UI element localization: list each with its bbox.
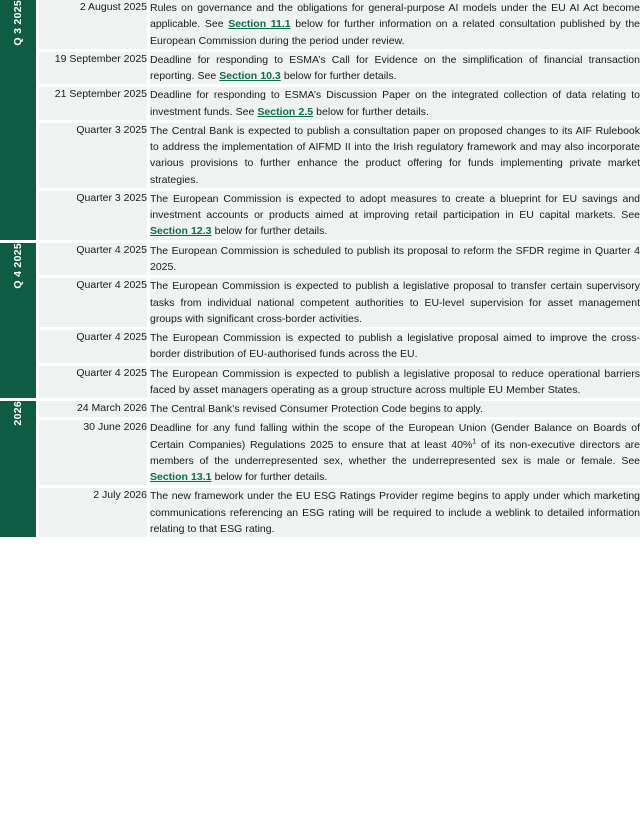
date-cell: 19 September 2025 — [38, 50, 149, 86]
date-cell: Quarter 4 2025 — [38, 329, 149, 365]
description-text: below for further information on a related consultation published by the European Commission during the period under review. — [150, 18, 640, 47]
description-text: below for further details. — [211, 471, 328, 484]
section-link[interactable]: Section 2.5 — [257, 105, 314, 118]
table-row — [0, 419, 640, 487]
section-link[interactable]: Section 12.3 — [150, 225, 212, 238]
description-text: The European Commission is scheduled to publish its proposal to reform the SFDR regime in Quarter 4 2025. — [150, 244, 640, 273]
description-text: The new framework under the EU ESG Ratings Provider regime begins to apply under which marketing communications referencing an ESG rating will be required to include a weblink to detailed information relating to that ESG rating. — [150, 490, 640, 535]
table-row — [0, 277, 640, 329]
table-row — [0, 364, 640, 400]
date-cell: Quarter 4 2025 — [38, 241, 149, 277]
description-text: The Central Bank is expected to publish a consultation paper on proposed changes to its AIF Rulebook to address the implementation of AIFMD II into the Irish regulatory framework and may also incorporate various provisions to further enhance the product offering for funds implementing private market strategies. — [150, 124, 640, 186]
description-cell — [149, 86, 640, 122]
table-row — [0, 189, 640, 241]
description-text: The European Commission is expected to publish a legislative proposal to reduce operational barriers faced by asset managers operating as a group structure across multiple EU Member States. — [150, 367, 640, 396]
date-cell: 21 September 2025 — [38, 86, 149, 122]
group-label: Q 4 2025 — [12, 242, 24, 289]
date-cell: Quarter 3 2025 — [38, 189, 149, 241]
date-cell: 30 June 2026 — [38, 419, 149, 487]
group-band-2 — [0, 241, 38, 399]
table-row — [0, 86, 640, 122]
description-text: below for further details. — [313, 105, 429, 118]
description-text: Deadline for responding to ESMA’s Call for Evidence on the simplification of financial transaction reporting. See — [150, 53, 640, 83]
description-cell — [149, 277, 640, 329]
section-link[interactable]: Section 10.3 — [219, 70, 281, 83]
description-text: The European Commission is expected to publish a legislative proposal to transfer certain supervisory tasks from individual national competent authorities to EU-level supervision for asset management groups with significant cross-border activities. — [150, 280, 640, 325]
description-text: below for further details. — [211, 225, 328, 238]
description-cell — [149, 487, 640, 537]
description-text: The European Commission is expected to publish a legislative proposal aimed to improve the cross-border distribution of EU-authorised funds across the EU. — [150, 332, 640, 361]
description-cell — [149, 419, 640, 487]
description-cell — [149, 121, 640, 189]
description-cell — [149, 0, 640, 50]
section-link[interactable]: Section 13.1 — [150, 471, 212, 484]
description-text: Deadline for responding to ESMA’s Discussion Paper on the integrated collection of data relating to investment funds. See — [150, 89, 640, 118]
description-text: Deadline for any fund falling within the scope of the European Union (Gender Balance on Boards of Certain Companies) Regulations 2025 to ensure that at least 40% — [150, 422, 640, 451]
group-band-1 — [0, 0, 38, 241]
date-cell: Quarter 3 2025 — [38, 121, 149, 189]
table-row — [0, 50, 640, 86]
description-text: Rules on governance and the obligations for general-purpose AI models under the EU AI Act become applicable. See — [150, 2, 640, 31]
description-cell — [149, 329, 640, 365]
date-cell: Quarter 4 2025 — [38, 277, 149, 329]
table-row — [0, 329, 640, 365]
footnote-marker: 1 — [472, 438, 477, 446]
description-text: of its non-executive directors are members of the underrepresented sex, whether the underrepresented sex is male or female. See — [150, 438, 640, 467]
date-cell: 24 March 2026 — [38, 400, 149, 419]
description-cell — [149, 241, 640, 277]
description-cell — [149, 189, 640, 241]
table-row — [0, 241, 640, 277]
date-cell: Quarter 4 2025 — [38, 364, 149, 400]
description-cell — [149, 400, 640, 419]
table-row — [0, 0, 640, 50]
table-row — [0, 121, 640, 189]
description-cell — [149, 50, 640, 86]
date-cell: 2 July 2026 — [38, 487, 149, 537]
description-text: The Central Bank’s revised Consumer Protection Code begins to apply. — [150, 403, 483, 416]
description-text: below for further details. — [280, 70, 397, 83]
table-row — [0, 400, 640, 419]
group-band-3 — [0, 400, 38, 538]
group-label: Q 3 2025 — [12, 0, 24, 46]
date-cell: 2 August 2025 — [38, 0, 149, 50]
description-text: The European Commission is expected to adopt measures to create a blueprint for EU savings and investment accounts or products aimed at improving retail participation in EU capital markets. See — [150, 192, 640, 222]
description-cell — [149, 364, 640, 400]
section-link[interactable]: Section 11.1 — [228, 18, 291, 31]
group-label: 2026 — [12, 401, 24, 426]
table-row — [0, 487, 640, 537]
